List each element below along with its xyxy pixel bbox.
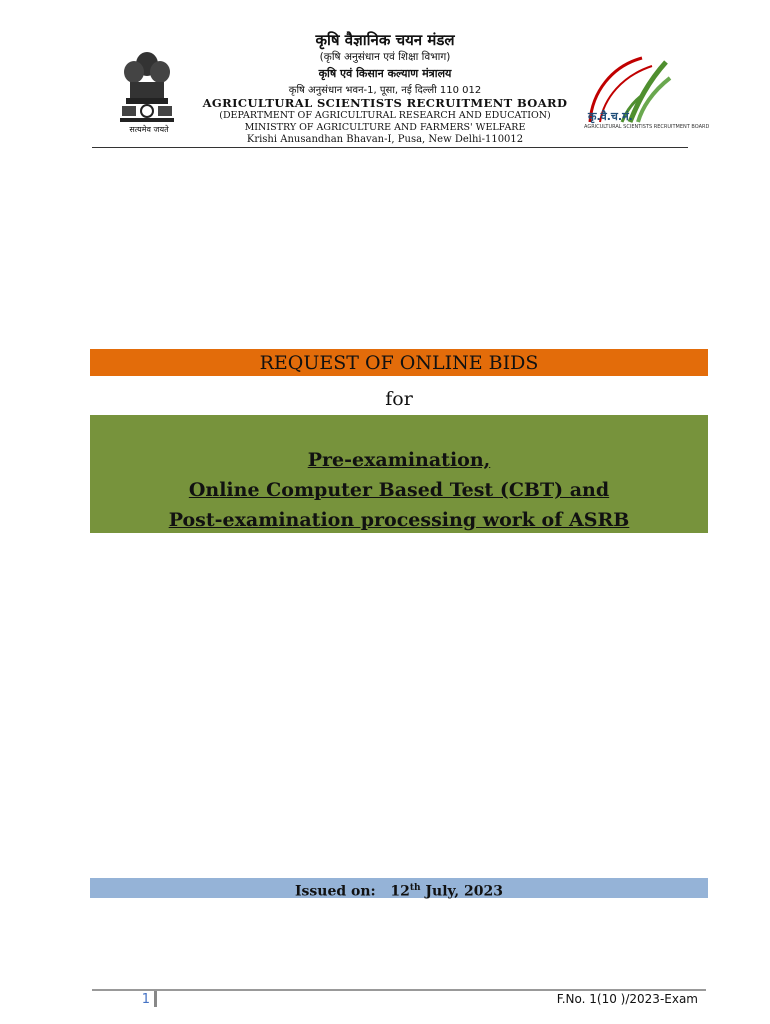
hindi-department: (कृषि अनुसंधान एवं शिक्षा विभाग) [319, 51, 451, 63]
hindi-board-title: कृषि वैज्ञानिक चयन मंडल [315, 31, 455, 49]
english-department: (DEPARTMENT OF AGRICULTURAL RESEARCH AND EDUCATION) [219, 110, 551, 121]
page-number-bar [154, 991, 157, 1007]
subject-block [90, 445, 708, 535]
subject-line-1: Pre-examination, [307, 449, 491, 471]
subject-line-2: Online Computer Based Test (CBT) and [188, 479, 610, 501]
issued-month-year: July, 2023 [425, 883, 504, 900]
hindi-ministry: कृषि एवं किसान कल्याण मंत्रालय [318, 67, 452, 80]
hindi-address: कृषि अनुसंधान भवन-1, पूसा, नई दिल्ली 110 012 [288, 85, 482, 96]
english-ministry: MINISTRY OF AGRICULTURE AND FARMERS' WELFARE [244, 122, 526, 133]
svg-text:कृ.वै.च.मं.: कृ.वै.च.मं. [588, 110, 633, 123]
issued-day-suffix: th [409, 883, 421, 893]
for-connector: for [385, 388, 413, 410]
issued-date [90, 878, 708, 898]
footer-divider [92, 989, 706, 991]
letterhead-divider [92, 147, 688, 148]
asrb-logo-icon [582, 52, 710, 134]
file-number: F.No. 1(10 )/2023-Exam [556, 992, 698, 1006]
issued-label: Issued on: [294, 883, 376, 900]
document-title: REQUEST OF ONLINE BIDS [259, 352, 539, 374]
subject-line-3: Post-examination processing work of ASRB [168, 509, 630, 531]
logo-caption: AGRICULTURAL SCIENTISTS RECRUITMENT BOARD [584, 124, 710, 130]
english-board-title: AGRICULTURAL SCIENTISTS RECRUITMENT BOARD [202, 96, 568, 110]
emblem-caption: सत्यमेव जयते [129, 125, 169, 134]
english-address: Krishi Anusandhan Bhavan-I, Pusa, New Delhi-110012 [246, 134, 524, 145]
page-number: 1 [141, 992, 150, 1007]
issued-day: 12 [390, 883, 410, 900]
